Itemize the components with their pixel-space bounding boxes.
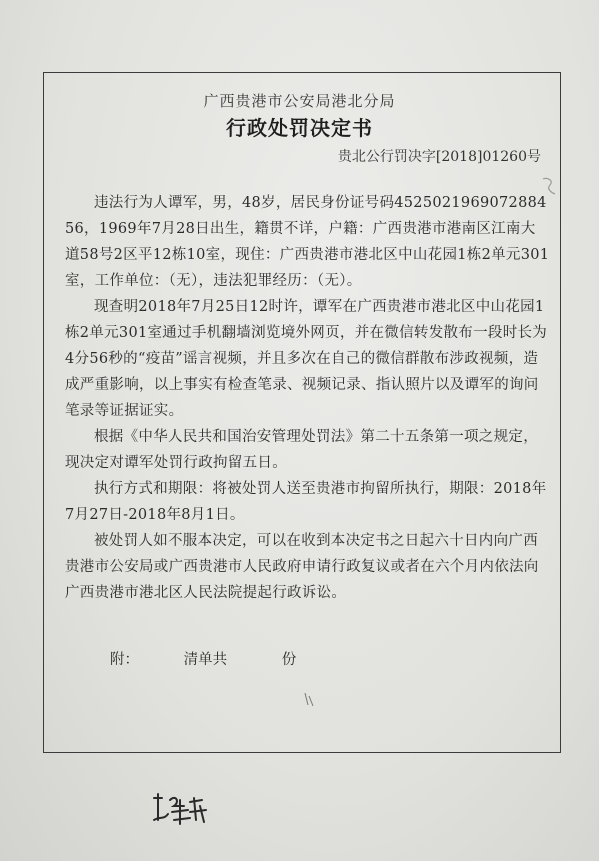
handwritten-signature	[150, 790, 210, 830]
document-title: 行政处罚决定书	[226, 116, 373, 140]
document-body	[65, 190, 550, 606]
paragraph-offender-info: 违法行为人谭军，男，48岁，居民身份证号码452502196907288456，1969年7月28日出生，籍贯不详，户籍：广西贵港市港南区江南大道58号2区平12栋10室，现住：广西贵港市港北区中山花园1栋2单元301室，工作单位：（无），违法犯罪经历：（无）。	[65, 195, 550, 289]
paragraph-facts: 现查明2018年7月25日12时许，谭军在广西贵港市港北区中山花园1栋2单元301室通过手机翻墙浏览境外网页，并在微信转发散布一段时长为4分56秒的“疫苗”谣言视频，并且多次在自己的微信群散布涉政视频，造成严重影响，以上事实有检查笔录、视频记录、指认照片以及谭军的询问笔录等证据证实。	[65, 299, 548, 419]
stain-mark-icon	[300, 690, 320, 710]
paragraph-execution: 执行方式和期限：将被处罚人送至贵港市拘留所执行，期限：2018年7月27日-2018年8月1日。	[65, 481, 547, 523]
pen-mark-icon	[540, 175, 558, 197]
attachment-line	[110, 648, 296, 669]
document-number: 贵北公行罚决字[2018]01260号	[337, 149, 541, 165]
paragraph-decision: 根据《中华人民共和国治安管理处罚法》第二十五条第一项之规定，现决定对谭军处罚行政拘留五日。	[65, 429, 538, 471]
attachment-unit: 份	[281, 652, 297, 668]
paragraph-appeal-rights: 被处罚人如不服本决定，可以在收到本决定书之日起六十日内向广西贵港市公安局或广西贵港市人民政府申请行政复议或者在六个月内依法向广西贵港市港北区人民法院提起行政诉讼。	[65, 533, 539, 601]
attachment-list: 清单共	[183, 652, 228, 668]
issuing-agency: 广西贵港市公安局港北分局	[203, 92, 396, 110]
attachment-label: 附：	[110, 652, 139, 668]
